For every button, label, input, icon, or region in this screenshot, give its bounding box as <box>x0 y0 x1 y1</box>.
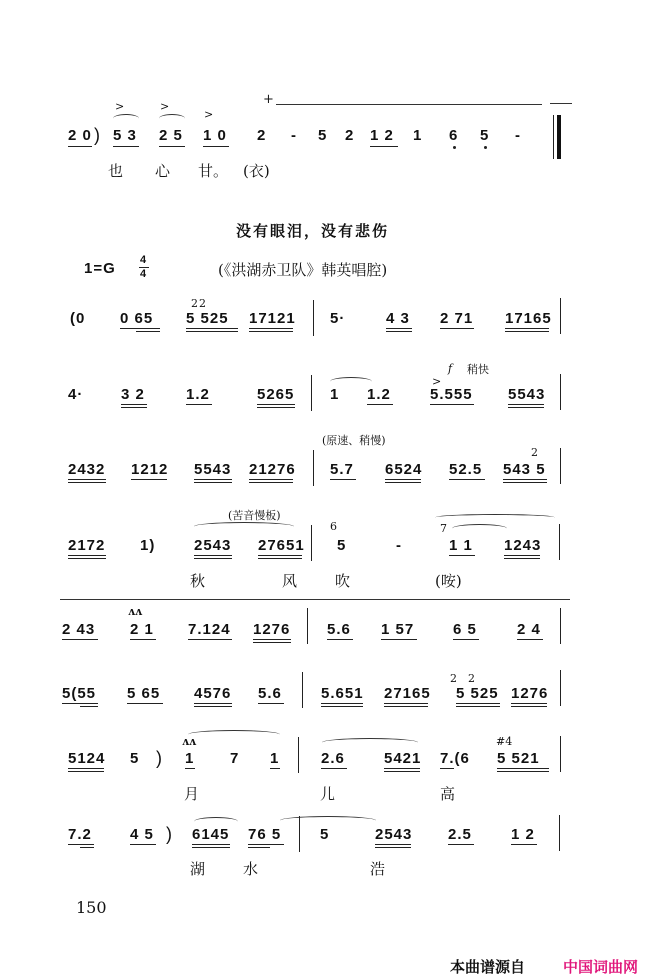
underline <box>497 768 549 769</box>
mordent-mark: ʌʌ <box>128 605 143 618</box>
note: 5.7 <box>330 461 354 478</box>
time-signature-bottom: 4 <box>140 268 148 280</box>
underline <box>430 404 474 405</box>
underline <box>258 555 302 556</box>
tempo-mark: (原速、稍慢) <box>322 434 386 447</box>
note: 7 <box>230 750 240 767</box>
note: 21276 <box>249 461 296 478</box>
time-signature-top: 4 <box>140 254 148 266</box>
underline <box>258 703 284 704</box>
lyric: 风 <box>282 572 298 590</box>
underline <box>249 331 293 332</box>
underline <box>367 404 393 405</box>
barline <box>560 374 561 410</box>
underline <box>249 482 293 483</box>
paren: ) <box>156 748 163 768</box>
song-source: (《洪湖赤卫队》韩英唱腔) <box>218 261 388 279</box>
barline <box>559 524 560 560</box>
plus-mark: + <box>263 92 274 107</box>
note: 1 57 <box>381 621 415 638</box>
slur <box>194 522 294 531</box>
note: 2432 <box>68 461 106 478</box>
underline <box>511 706 547 707</box>
slur <box>452 524 507 533</box>
note: 5124 <box>68 750 106 767</box>
underline <box>80 847 94 848</box>
slur <box>188 730 280 739</box>
system-separator <box>60 599 570 600</box>
note: 6145 <box>192 826 230 843</box>
underline <box>249 479 293 480</box>
lyric: (咹) <box>435 572 462 590</box>
slur <box>435 514 555 521</box>
lyric: 月 <box>184 785 200 803</box>
note: 4 5 <box>130 826 154 843</box>
slur <box>113 114 139 123</box>
note: 1 0 <box>203 127 227 144</box>
barline <box>302 672 303 708</box>
underline <box>257 404 295 405</box>
underline <box>186 404 212 405</box>
footer-source-label: 本曲谱源自 <box>450 958 526 976</box>
underline <box>194 482 232 483</box>
grace-note: 2 <box>199 297 206 310</box>
underline <box>253 642 291 643</box>
note: 5265 <box>257 386 295 403</box>
note: 27165 <box>384 685 431 702</box>
note: 2 1 <box>130 621 154 638</box>
underline <box>505 328 549 329</box>
underline <box>185 768 195 769</box>
underline <box>453 639 479 640</box>
underline <box>68 771 104 772</box>
note: 2 <box>345 127 355 144</box>
underline <box>511 844 537 845</box>
underline <box>370 146 398 147</box>
note: 6524 <box>385 461 423 478</box>
note: 1 <box>330 386 340 403</box>
extension-line <box>550 103 572 104</box>
note: 1 <box>270 750 280 767</box>
key-signature: 1=G <box>84 260 116 277</box>
barline <box>299 816 300 852</box>
underline <box>384 703 428 704</box>
dash: - <box>515 127 521 144</box>
note: 5.6 <box>327 621 351 638</box>
underline <box>248 847 270 848</box>
underline <box>127 703 163 704</box>
note: 17165 <box>505 310 552 327</box>
note: 5 <box>480 127 490 144</box>
underline <box>194 558 232 559</box>
underline <box>62 639 98 640</box>
note: 5 525 <box>186 310 229 327</box>
barline <box>311 525 312 561</box>
underline <box>508 404 544 405</box>
underline <box>440 768 454 769</box>
footer-site-link[interactable]: 中国词曲网 <box>563 958 639 976</box>
note: 0 65 <box>120 310 154 327</box>
underline <box>130 844 156 845</box>
underline <box>136 331 160 332</box>
note: 1.2 <box>186 386 210 403</box>
underline <box>384 768 420 769</box>
note: 2 5 <box>159 127 183 144</box>
lyric: (衣) <box>243 162 270 180</box>
note: 7.124 <box>188 621 231 638</box>
note: 1243 <box>504 537 542 554</box>
underline <box>449 555 475 556</box>
underline <box>385 479 421 480</box>
barline <box>298 737 299 773</box>
lyric: 高 <box>440 785 456 803</box>
paren: ) <box>166 824 173 844</box>
song-title: 没有眼泪，没有悲伤 <box>236 222 390 240</box>
underline <box>504 555 540 556</box>
underline <box>321 768 347 769</box>
underline <box>68 558 106 559</box>
underline <box>456 703 500 704</box>
underline <box>258 558 302 559</box>
note: 27651 <box>258 537 305 554</box>
note: 5 3 <box>113 127 137 144</box>
note: 2 43 <box>62 621 96 638</box>
underline <box>503 479 547 480</box>
paren: ) <box>94 125 101 145</box>
note: 2.5 <box>448 826 472 843</box>
underline <box>330 479 356 480</box>
mordent-mark: ʌʌ <box>182 735 197 748</box>
underline <box>130 639 156 640</box>
underline <box>249 328 293 329</box>
underline <box>121 407 147 408</box>
underline <box>456 706 500 707</box>
note: 3 2 <box>121 386 145 403</box>
barline <box>307 608 308 644</box>
underline <box>186 331 238 332</box>
final-barline <box>557 115 561 159</box>
grace-note: 2 <box>191 297 198 310</box>
note: 5421 <box>384 750 422 767</box>
underline <box>375 844 411 845</box>
barline <box>560 736 561 772</box>
note: 1212 <box>131 461 169 478</box>
note: 7.(6 <box>440 750 470 767</box>
dynamic-mark: f <box>448 362 453 375</box>
note: 5 65 <box>127 685 161 702</box>
accent-mark: > <box>432 375 442 388</box>
underline <box>381 639 417 640</box>
note: 4· <box>68 386 84 403</box>
note: 1276 <box>511 685 549 702</box>
barline <box>313 450 314 486</box>
underline <box>270 768 280 769</box>
underline <box>80 706 98 707</box>
note: 2543 <box>375 826 413 843</box>
underline <box>321 703 363 704</box>
underline <box>159 146 185 147</box>
barline <box>560 608 561 644</box>
lyric: 湖 <box>190 860 206 878</box>
underline <box>321 706 363 707</box>
note: 2.6 <box>321 750 345 767</box>
note: 5 <box>318 127 328 144</box>
underline <box>384 771 420 772</box>
lyric: 浩 <box>370 860 386 878</box>
underline <box>503 482 547 483</box>
note: 6 5 <box>453 621 477 638</box>
grace-note: 6 <box>330 520 337 533</box>
note: 1 2 <box>370 127 394 144</box>
note: 543 5 <box>503 461 546 478</box>
lyric: 心 <box>155 162 171 180</box>
underline <box>192 844 230 845</box>
note: 2543 <box>194 537 232 554</box>
tempo-mark: (苦音慢板) <box>228 509 281 522</box>
note: 5(55 <box>62 685 97 702</box>
note: 5 <box>130 750 140 767</box>
note: 1 <box>413 127 423 144</box>
underline <box>517 639 543 640</box>
note: 5543 <box>508 386 546 403</box>
note: 2 4 <box>517 621 541 638</box>
barline <box>559 815 560 851</box>
extension-line <box>276 104 542 105</box>
page-number: 150 <box>76 898 107 917</box>
underline <box>448 844 474 845</box>
slur <box>280 816 376 825</box>
barline <box>553 115 554 159</box>
underline <box>449 479 485 480</box>
note: 1276 <box>253 621 291 638</box>
lyric: 也 <box>108 162 124 180</box>
underline <box>327 639 353 640</box>
underline <box>62 703 98 704</box>
lyric: 水 <box>243 860 259 878</box>
barline <box>560 448 561 484</box>
note: 2 <box>257 127 267 144</box>
underline <box>194 479 232 480</box>
note: 5 521 <box>497 750 540 767</box>
note: 1) <box>140 537 156 554</box>
underline <box>385 482 421 483</box>
underline <box>386 328 412 329</box>
note: 52.5 <box>449 461 483 478</box>
grace-note: #4 <box>496 735 513 748</box>
accent-mark: > <box>115 100 125 113</box>
underline <box>504 558 540 559</box>
underline <box>194 703 232 704</box>
note: 2172 <box>68 537 106 554</box>
underline <box>384 706 428 707</box>
dash: - <box>396 537 402 554</box>
note: 1 2 <box>511 826 535 843</box>
underline <box>497 771 549 772</box>
underline <box>253 639 291 640</box>
note: 76 5 <box>248 826 282 843</box>
note: 5· <box>330 310 346 327</box>
accent-mark: > <box>204 108 214 121</box>
underline <box>186 328 238 329</box>
note: 1 <box>185 750 195 767</box>
grace-note: 2 <box>468 672 475 685</box>
low-dot <box>453 146 456 149</box>
barline <box>313 300 314 336</box>
tempo-mark: 稍快 <box>467 363 489 376</box>
note: 7.2 <box>68 826 92 843</box>
note: 5 <box>320 826 330 843</box>
slur <box>159 114 185 123</box>
underline <box>131 479 167 480</box>
note: 1 1 <box>449 537 473 554</box>
note: 2 71 <box>440 310 474 327</box>
note: 17121 <box>249 310 296 327</box>
barline <box>560 298 561 334</box>
underline <box>203 146 229 147</box>
underline <box>68 555 106 556</box>
underline <box>386 331 412 332</box>
underline <box>248 844 284 845</box>
note: 5.555 <box>430 386 473 403</box>
note: 5 <box>337 537 347 554</box>
note: 6 <box>449 127 459 144</box>
underline <box>257 407 295 408</box>
underline <box>375 847 411 848</box>
grace-note: 2 <box>531 446 538 459</box>
low-dot <box>484 146 487 149</box>
slur <box>322 738 418 747</box>
underline <box>68 479 106 480</box>
underline <box>440 328 474 329</box>
underline <box>194 706 232 707</box>
note: 5.6 <box>258 685 282 702</box>
underline <box>121 404 147 405</box>
accent-mark: > <box>160 100 170 113</box>
lyric: 儿 <box>320 785 336 803</box>
underline <box>120 328 160 329</box>
underline <box>192 847 230 848</box>
barline <box>311 375 312 411</box>
note: (0 <box>70 310 86 327</box>
note: 5 525 <box>456 685 499 702</box>
underline <box>511 703 547 704</box>
slur <box>194 817 238 826</box>
grace-note: 7 <box>440 522 447 535</box>
note: 2 0 <box>68 127 92 144</box>
underline <box>188 639 232 640</box>
note: 5.651 <box>321 685 364 702</box>
note: 4576 <box>194 685 232 702</box>
note: 5543 <box>194 461 232 478</box>
barline <box>560 670 561 706</box>
underline <box>68 482 106 483</box>
note: 1.2 <box>367 386 391 403</box>
lyric: 秋 <box>190 572 206 590</box>
note: 4 3 <box>386 310 410 327</box>
lyric: 甘。 <box>198 162 229 180</box>
underline <box>505 331 549 332</box>
underline <box>194 555 232 556</box>
grace-note: 2 <box>450 672 457 685</box>
underline <box>68 844 94 845</box>
slur <box>330 377 372 386</box>
underline <box>68 146 92 147</box>
underline <box>113 146 139 147</box>
dash: - <box>291 127 297 144</box>
underline <box>508 407 544 408</box>
underline <box>68 768 104 769</box>
lyric: 吹 <box>335 572 351 590</box>
